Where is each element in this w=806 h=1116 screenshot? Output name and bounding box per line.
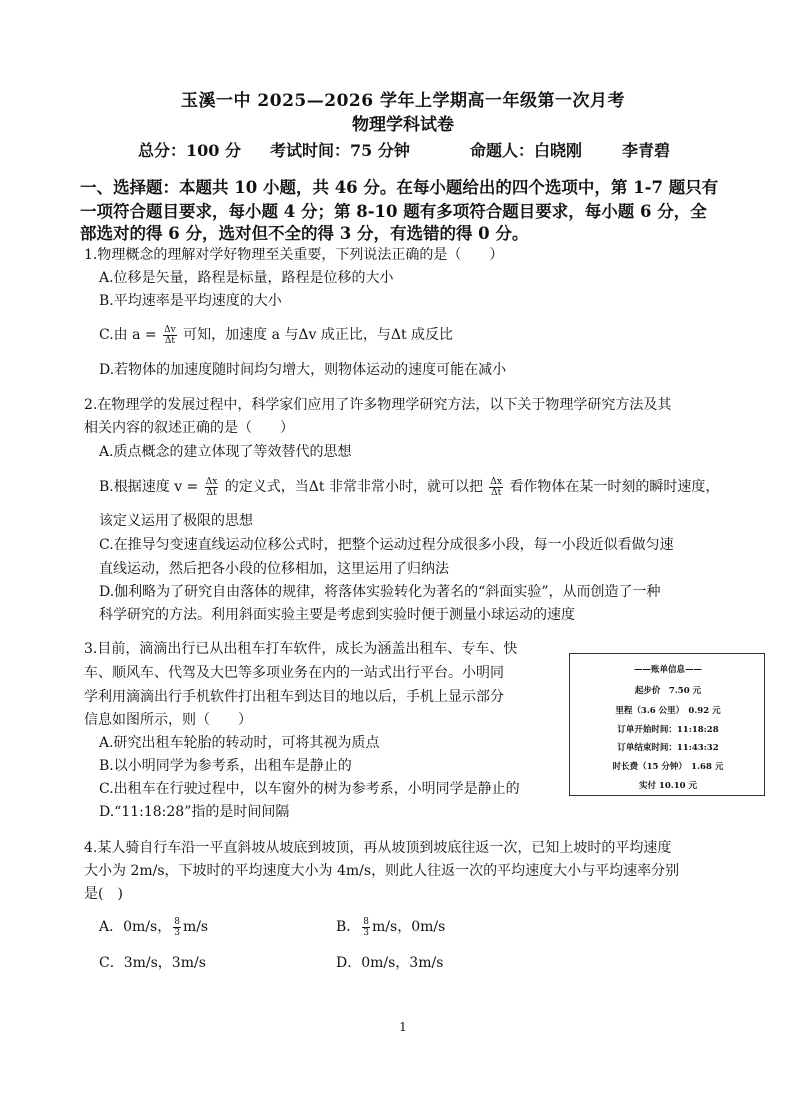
q2-option-b-cont: 该定义运用了极限的思想: [99, 513, 253, 529]
total-score: 总分：100 分: [138, 141, 241, 160]
q1-frac-den: Δt: [164, 335, 175, 346]
exam-title: 玉溪一中 2025—2026 学年上学期高一年级第一次月考: [181, 91, 625, 111]
q4-a-frac-num: 8: [174, 916, 180, 927]
q2-option-a: A.质点概念的建立体现了等效替代的思想: [99, 444, 352, 460]
q4-a-fraction: [173, 917, 181, 938]
exam-subtitle: 物理学科试卷: [352, 115, 454, 135]
q4-stem-3: 是( ): [84, 886, 123, 902]
page-number: 1: [399, 1020, 407, 1034]
section-heading-line-2: 一项符合题目要求，每小题 4 分；第 8-10 题有多项符合题目要求，每小题 6 分，全: [80, 202, 707, 221]
q3-stem-3: 学利用滴滴出行手机软件打出租车到达目的地以后，手机上显示部分: [84, 689, 504, 705]
q2-frac2-num: Δx: [490, 476, 502, 487]
bill-start-price: 起步价 7.50 元: [634, 686, 702, 696]
bill-mileage: 里程（3.6 公里） 0.92 元: [615, 706, 721, 716]
q2-frac2-den: Δt: [491, 487, 502, 498]
q3-option-a: A.研究出租车轮胎的转动时，可将其视为质点: [99, 735, 380, 751]
bill-title: ——账单信息——: [633, 665, 702, 675]
q2-option-c-1: C.在推导匀变速直线运动位移公式时，把整个运动过程分成很多小段，每一小段近似看做匀速: [99, 537, 674, 553]
q2-option-c-2: 直线运动，然后把各小段的位移相加，这里运用了归纳法: [99, 561, 449, 577]
q3-option-b: B.以小明同学为参考系，出租车是静止的: [99, 758, 352, 774]
q4-option-a-prefix: A．0m/s，: [99, 919, 172, 935]
q3-option-d: D.“11:18:28”指的是时间间隔: [99, 804, 290, 820]
exam-time: 考试时间：75 分钟: [270, 141, 410, 160]
q1-stem: 1.物理概念的理解对学好物理至关重要，下列说法正确的是（ ）: [84, 247, 504, 263]
q3-stem-2: 车、顺风车、代驾及大巴等多项业务在内的一站式出行平台。小明同: [84, 665, 504, 681]
q2-option-b-prefix: B.根据速度 v =: [99, 479, 199, 495]
q1-option-a: A.位移是矢量，路程是标量，路程是位移的大小: [99, 270, 394, 286]
q4-b-frac-num: 8: [363, 916, 370, 927]
q2-option-b-suffix: 看作物体在某一时刻的瞬时速度，: [509, 479, 720, 495]
q2-option-d-2: 科学研究的方法。利用斜面实验主要是考虑到实验时便于测量小球运动的速度: [99, 607, 575, 623]
author-label: 命题人：白晓刚: [470, 141, 583, 160]
q2-option-d-1: D.伽利略为了研究自由落体的规律，将落体实验转化为著名的“斜面实验”，从而创造了一种: [99, 584, 661, 600]
q2-stem-1: 2.在物理学的发展过程中，科学家们应用了许多物理学研究方法，以下关于物理学研究方法及其: [84, 397, 672, 413]
q1-frac-num: Δv: [164, 324, 176, 335]
bill-paid: 实付 10.10 元: [638, 781, 698, 791]
q2-fraction-1: [205, 477, 219, 498]
q1-option-d: D.若物体的加速度随时间均匀增大，则物体运动的速度可能在减小: [99, 362, 507, 378]
q4-option-d: D．0m/s，3m/s: [336, 955, 444, 971]
q4-option-b-prefix: B．: [336, 919, 361, 935]
q4-stem-1: 4.某人骑自行车沿一平直斜坡从坡底到坡顶，再从坡顶到坡底往返一次，已知上坡时的平均速度: [84, 840, 672, 856]
q4-b-fraction: [362, 917, 370, 938]
q4-option-c: C．3m/s，3m/s: [99, 955, 206, 971]
q3-stem-1: 3.目前，滴滴出行已从出租车打车软件，成长为涵盖出租车、专车、快: [84, 641, 518, 657]
q2-fraction-2: [489, 477, 503, 498]
author-2: 李青碧: [622, 141, 671, 160]
q1-option-b: B.平均速率是平均速度的大小: [99, 293, 282, 309]
section-heading-line-1: 一、选择题：本题共 10 小题，共 46 分。在每小题给出的四个选项中，第 1-7 题只有: [80, 178, 719, 197]
q4-option-b-suffix: m/s，0m/s: [372, 919, 446, 935]
q2-frac1-den: Δt: [206, 487, 217, 498]
q4-stem-2: 大小为 2m/s，下坡时的平均速度大小为 4m/s，则此人往返一次的平均速度大小与平均速率分别: [84, 863, 680, 879]
q4-option-a: [99, 915, 208, 939]
q4-option-a-suffix: m/s: [182, 919, 209, 935]
q2-stem-2: 相关内容的叙述正确的是（ ）: [84, 420, 294, 436]
bill-info-box: [569, 653, 765, 796]
q2-frac1-num: Δx: [205, 476, 218, 487]
q1-fraction: [163, 325, 177, 346]
bill-end-time: 订单结束时间：11:43:32: [617, 743, 719, 753]
q3-option-c: C.出租车在行驶过程中，以车窗外的树为参考系，小明同学是静止的: [99, 781, 520, 797]
q4-a-frac-den: 3: [174, 927, 180, 938]
q1-option-c-suffix: 可知，加速度 a 与Δv 成正比，与Δt 成反比: [183, 327, 454, 343]
q2-option-b-middle: 的定义式，当Δt 非常非常小时，就可以把: [224, 479, 483, 495]
bill-start-time: 订单开始时间：11:18:28: [617, 725, 719, 735]
q3-stem-4: 信息如图所示，则（ ）: [84, 712, 252, 728]
q2-option-b: [99, 475, 719, 499]
section-heading-line-3: 部选对的得 6 分，选对但不全的得 3 分，有选错的得 0 分。: [80, 224, 529, 243]
q4-option-b: [336, 915, 445, 939]
q1-option-c-prefix: C.由 a =: [99, 327, 157, 343]
bill-duration-fee: 时长费（15 分钟） 1.68 元: [612, 762, 724, 772]
q4-b-frac-den: 3: [363, 927, 370, 938]
q1-option-c: [99, 323, 453, 347]
